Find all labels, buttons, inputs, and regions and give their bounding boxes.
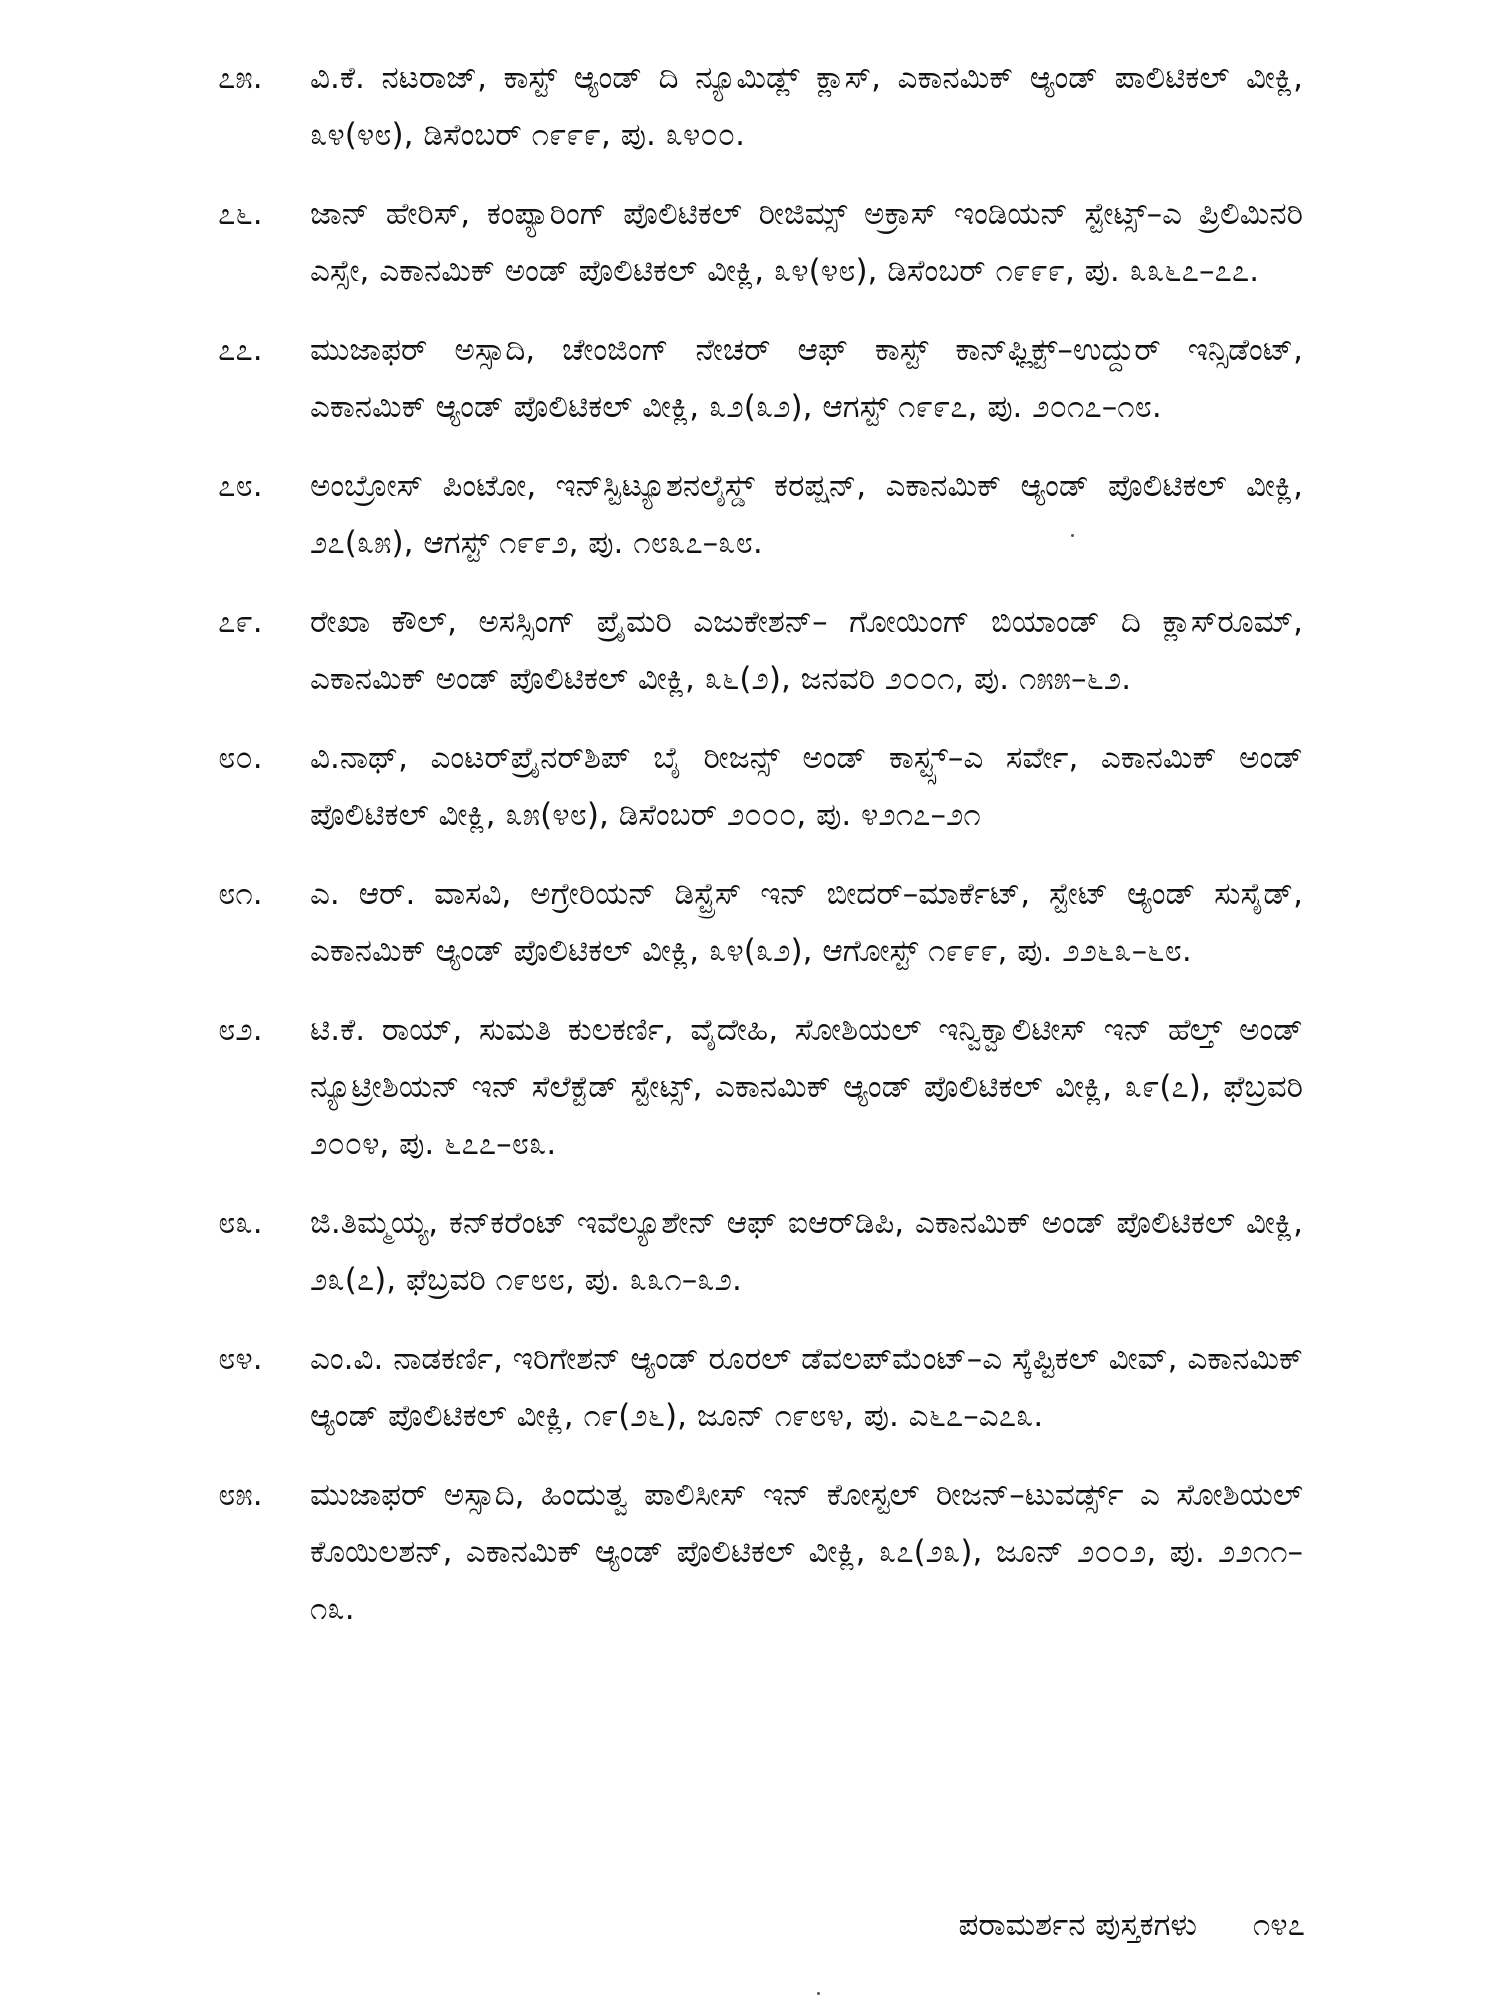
reference-number: ೭೯. — [218, 604, 263, 640]
reference-text: ಟಿ.ಕೆ. ರಾಯ್, ಸುಮತಿ ಕುಲಕರ್ಣಿ, ವೈದೇಹಿ, ಸೋಶಿಯಲ್ ಇನ್ವಿಕ್ವಾಲಿಟೀಸ್ ಇನ್ ಹೆಲ್ತ್ ಅಂಡ್ ನ್ಯೂಟ್ರೀಶಿಯನ್ ಇನ್ ಸೆಲೆಕ್ಟೆಡ್ ಸ್ಟೇಟ್ಸ್, ಎಕಾನಮಿಕ್ ಆ್ಯಂಡ್ ಪೊಲಿಟಿಕಲ್ ವೀಕ್ಲಿ, ೩೯(೭), ಫೆಬ್ರವರಿ ೨೦೦೪, ಪು. ೬೭೭–೮೩. — [310, 1012, 1303, 1162]
reference-entry — [218, 50, 1303, 164]
reference-entry — [218, 730, 1303, 844]
reference-number: ೮೩. — [218, 1205, 263, 1241]
reference-entry — [218, 1331, 1303, 1445]
reference-entry — [218, 1467, 1303, 1638]
reference-number: ೭೭. — [218, 332, 263, 368]
reference-entry — [218, 1002, 1303, 1173]
reference-number: ೭೬. — [218, 196, 263, 232]
reference-number: ೮೨. — [218, 1012, 263, 1048]
reference-entry — [218, 458, 1303, 572]
reference-entry — [218, 594, 1303, 708]
reference-text: ಮುಜಾಫರ್ ಅಸ್ಸಾದಿ, ಹಿಂದುತ್ವ ಪಾಲಿಸೀಸ್ ಇನ್ ಕೋಸ್ಟಲ್ ರೀಜನ್–ಟುವರ್ಡ್ಸ್ ಎ ಸೋಶಿಯಲ್ ಕೊಯಿಲಶನ್, ಎಕಾನಮಿಕ್ ಆ್ಯಂಡ್ ಪೊಲಿಟಿಕಲ್ ವೀಕ್ಲಿ, ೩೭(೨೩), ಜೂನ್ ೨೦೦೨, ಪು. ೨೨೧೧–೧೩. — [310, 1477, 1303, 1627]
reference-number: ೮೧. — [218, 876, 263, 912]
reference-number: ೭೫. — [218, 60, 263, 96]
page-footer — [958, 1905, 1305, 1945]
page-number: ೧೪೭ — [1252, 1907, 1305, 1943]
reference-number: ೮೦. — [218, 740, 263, 776]
reference-text: ಎ. ಆರ್. ವಾಸವಿ, ಅಗ್ರೇರಿಯನ್ ಡಿಸ್ಟ್ರೆಸ್ ಇನ್ ಬೀದರ್–ಮಾರ್ಕೆಟ್, ಸ್ಟೇಟ್ ಆ್ಯಂಡ್ ಸುಸೈಡ್, ಎಕಾನಮಿಕ್ ಆ್ಯಂಡ್ ಪೊಲಿಟಿಕಲ್ ವೀಕ್ಲಿ, ೩೪(೩೨), ಆಗೋಸ್ಟ್ ೧೯೯೯, ಪು. ೨೨೬೩–೬೮. — [310, 876, 1303, 969]
reference-text: ವಿ.ಕೆ. ನಟರಾಜ್, ಕಾಸ್ಟ್ ಆ್ಯಂಡ್ ದಿ ನ್ಯೂಮಿಡ್ಲ್ ಕ್ಲಾಸ್, ಎಕಾನಮಿಕ್ ಆ್ಯಂಡ್ ಪಾಲಿಟಿಕಲ್ ವೀಕ್ಲಿ, ೩೪(೪೮), ಡಿಸೆಂಬರ್ ೧೯೯೯, ಪು. ೩೪೦೦. — [310, 60, 1303, 153]
reference-text: ಮುಜಾಫರ್ ಅಸ್ಸಾದಿ, ಚೇಂಜಿಂಗ್ ನೇಚರ್ ಆಫ್ ಕಾಸ್ಟ್ ಕಾನ್‌ಫ್ಲಿಕ್ಟ್–ಉದ್ದುರ್ ಇನ್ಸಿಡೆಂಟ್, ಎಕಾನಮಿಕ್ ಆ್ಯಂಡ್ ಪೊಲಿಟಿಕಲ್ ವೀಕ್ಲಿ, ೩೨(೩೨), ಆಗಸ್ಟ್ ೧೯೯೭, ಪು. ೨೦೧೭–೧೮. — [310, 332, 1303, 425]
reference-number: ೮೫. — [218, 1477, 263, 1513]
reference-number: ೭೮. — [218, 468, 263, 504]
scan-speck — [1071, 534, 1074, 537]
reference-text: ವಿ.ನಾಥ್, ಎಂಟರ್‌ಪ್ರೈನರ್‌ಶಿಪ್ ಬೈ ರೀಜನ್ಸ್ ಅಂಡ್ ಕಾಸ್ಟ್ಸ್–ಎ ಸರ್ವೇ, ಎಕಾನಮಿಕ್ ಅಂಡ್ ಪೊಲಿಟಿಕಲ್ ವೀಕ್ಲಿ, ೩೫(೪೮), ಡಿಸೆಂಬರ್ ೨೦೦೦, ಪು. ೪೨೧೭–೨೧ — [310, 740, 1303, 833]
reference-text: ಎಂ.ವಿ. ನಾಡಕರ್ಣಿ, ಇರಿಗೇಶನ್ ಆ್ಯಂಡ್ ರೂರಲ್ ಡೆವಲಪ್‌ಮೆಂಟ್–ಎ ಸ್ಕೆಪ್ಟಿಕಲ್ ವೀವ್, ಎಕಾನಮಿಕ್ ಆ್ಯಂಡ್ ಪೊಲಿಟಿಕಲ್ ವೀಕ್ಲಿ, ೧೯(೨೬), ಜೂನ್ ೧೯೮೪, ಪು. ಎ೬೭–ಎ೭೩. — [310, 1341, 1303, 1434]
reference-text: ಜಾನ್ ಹೇರಿಸ್, ಕಂಪ್ಯಾರಿಂಗ್ ಪೊಲಿಟಿಕಲ್ ರೀಜಿಮ್ಸ್ ಅಕ್ರಾಸ್ ಇಂಡಿಯನ್ ಸ್ಟೇಟ್ಸ್–ಎ ಪ್ರಿಲಿಮಿನರಿ ಎಸ್ಸೇ, ಎಕಾನಮಿಕ್ ಅಂಡ್ ಪೊಲಿಟಿಕಲ್ ವೀಕ್ಲಿ, ೩೪(೪೮), ಡಿಸೆಂಬರ್ ೧೯೯೯, ಪು. ೩೩೬೭–೭೭. — [310, 196, 1303, 289]
reference-entry — [218, 322, 1303, 436]
reference-entry — [218, 866, 1303, 980]
reference-entry — [218, 186, 1303, 300]
reference-text: ಜಿ.ತಿಮ್ಮಯ್ಯ, ಕನ್‌ಕರೆಂಟ್ ಇವೆಲ್ಯೂಶೇನ್ ಆಫ್ ಐಆರ್‌ಡಿಪಿ, ಎಕಾನಮಿಕ್ ಅಂಡ್ ಪೊಲಿಟಿಕಲ್ ವೀಕ್ಲಿ, ೨೩(೭), ಫೆಬ್ರವರಿ ೧೯೮೮, ಪು. ೩೩೧–೩೨. — [310, 1205, 1303, 1298]
reference-list — [218, 50, 1303, 1660]
reference-text: ರೇಖಾ ಕೌಲ್, ಅಸಸ್ಸಿಂಗ್ ಪ್ರೈಮರಿ ಎಜುಕೇಶನ್– ಗೋಯಿಂಗ್ ಬಿಯಾಂಡ್ ದಿ ಕ್ಲಾಸ್‌ರೂಮ್, ಎಕಾನಮಿಕ್ ಅಂಡ್ ಪೊಲಿಟಿಕಲ್ ವೀಕ್ಲಿ, ೩೬(೨), ಜನವರಿ ೨೦೦೧, ಪು. ೧೫೫–೬೨. — [310, 604, 1303, 697]
running-footer-title: ಪರಾಮರ್ಶನ ಪುಸ್ತಕಗಳು — [958, 1907, 1198, 1943]
reference-number: ೮೪. — [218, 1341, 263, 1377]
scan-speck — [817, 1992, 820, 1995]
reference-entry — [218, 1195, 1303, 1309]
reference-text: ಅಂಬ್ರೋಸ್ ಪಿಂಟೋ, ಇನ್‌ಸ್ಟಿಟ್ಯೂಶನಲೈಸ್ಡ್ ಕರಪ್ಷನ್, ಎಕಾನಮಿಕ್ ಆ್ಯಂಡ್ ಪೊಲಿಟಿಕಲ್ ವೀಕ್ಲಿ, ೨೭(೩೫), ಆಗಸ್ಟ್ ೧೯೯೨, ಪು. ೧೮೩೭–೩೮. — [310, 468, 1303, 561]
